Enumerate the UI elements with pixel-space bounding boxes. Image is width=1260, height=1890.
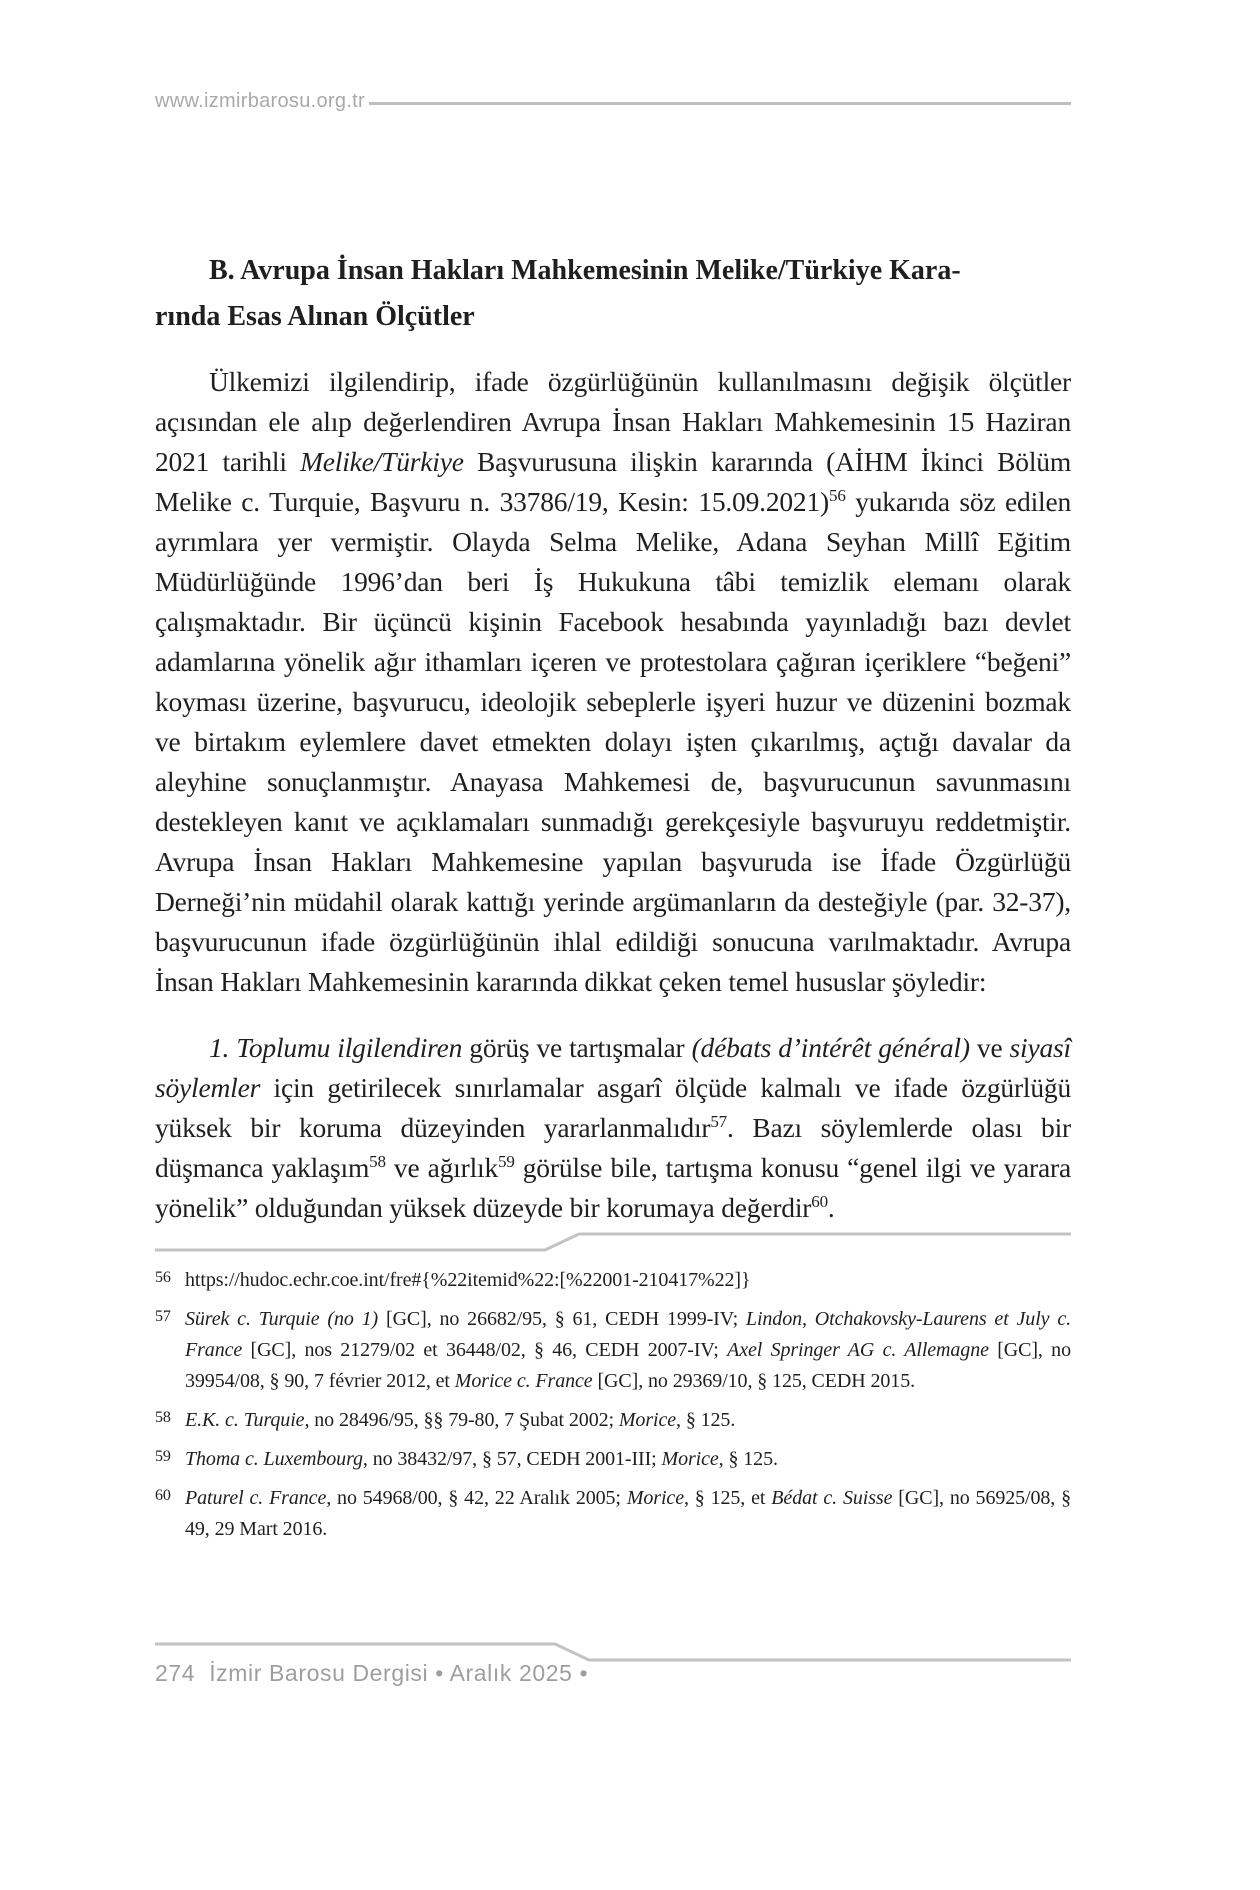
footnote-text: [185, 1409, 735, 1431]
text-segment: siyasî söylemler: [155, 1032, 1071, 1103]
text-segment: , no 54968/00, § 42, 22 Aralık 2005;: [326, 1487, 627, 1509]
header-rule: [369, 102, 1071, 105]
footnote-number: 60: [155, 1487, 171, 1504]
journal-title: İzmir Barosu Dergisi • Aralık 2025 •: [209, 1660, 589, 1686]
footnote-text: [185, 1308, 1071, 1392]
text-segment: Thoma c. Luxembourg: [185, 1448, 363, 1470]
section-heading-line2: rında Esas Alınan Ölçütler: [155, 301, 475, 332]
text-segment: , § 125.: [676, 1409, 736, 1431]
text-segment: , § 125, et: [683, 1487, 772, 1509]
footnote-ref: 56: [829, 485, 846, 505]
site-url: www.izmirbarosu.org.tr: [155, 90, 365, 112]
footnote-separator: [155, 1231, 1071, 1253]
footnote-text: [185, 1448, 778, 1470]
text-segment: Ülkemizi ilgilendirip, ifade özgürlüğünün kullanılmasını değişik ölçütler açısından ele alıp değerlendiren Avrupa İnsan Hakları Mahkemesinin 15 Haziran 2021 tarihli: [155, 366, 1071, 477]
section-heading: [155, 248, 1071, 340]
footnote-item: [155, 1405, 1071, 1436]
text-segment: [GC], no 26682/95, § 61, CEDH 1999-IV;: [378, 1308, 746, 1330]
text-segment: , § 125.: [718, 1448, 778, 1470]
text-segment: Paturel c. France: [185, 1487, 327, 1509]
footnote-number: 57: [155, 1308, 171, 1325]
page-content: [155, 248, 1071, 1553]
text-segment: için getirilecek sınırlamalar asgarî ölçüde kalmalı ve ifade özgürlüğü yüksek bir koruma düzeyinden yararlanmalıdır: [155, 1072, 1071, 1143]
footnote-number: 56: [155, 1269, 171, 1286]
text-segment: [GC], no 56925/08, § 49, 29 Mart 2016.: [185, 1487, 1072, 1540]
text-segment: görülse bile, tartışma konusu “genel ilgi ve yarara yönelik” olduğundan yüksek düzeyde bir korumaya değerdir: [155, 1152, 1071, 1223]
text-segment: [GC], no 29369/10, § 125, CEDH 2015.: [592, 1370, 915, 1392]
text-segment: Morice: [661, 1448, 719, 1470]
page-header: [155, 90, 1071, 113]
text-segment: https://hudoc.echr.coe.int/fre#{%22itemid%22:[%22001-210417%22]}: [185, 1269, 751, 1291]
footnote-item: [155, 1483, 1071, 1545]
footnote-ref: 58: [369, 1151, 386, 1171]
text-segment: Morice: [618, 1409, 677, 1431]
text-segment: Axel Springer AG c. Allemagne: [727, 1339, 989, 1361]
text-segment: E.K. c. Turquie: [185, 1409, 305, 1431]
text-segment: .: [827, 1192, 835, 1223]
footnote-text: [185, 1487, 1071, 1540]
section-heading-line1: B. Avrupa İnsan Hakları Mahkemesinin Melike/Türkiye Kara-: [209, 255, 961, 286]
text-segment: [GC], nos 21279/02 et 36448/02, § 46, CEDH 2007-IV;: [242, 1339, 728, 1361]
footnote-number: 58: [155, 1409, 171, 1426]
text-segment: görüş ve tartışmalar: [462, 1032, 692, 1063]
body-paragraph-1: [155, 362, 1071, 1002]
footnote-ref: 57: [710, 1111, 727, 1131]
text-segment: ve: [969, 1032, 1010, 1063]
footnote-ref: 59: [498, 1151, 515, 1171]
footnote-ref: 60: [811, 1191, 828, 1211]
footnote-text: [185, 1269, 750, 1291]
text-segment: Melike/Türkiye: [300, 446, 464, 477]
text-segment: Lindon, Otchakovsky-Laurens et July c. France: [185, 1308, 1072, 1361]
text-segment: 1. Toplumu ilgilendiren: [209, 1032, 463, 1063]
text-segment: [GC], no 39954/08, § 90, 7 février 2012, et: [185, 1339, 1071, 1392]
page-number: 274: [155, 1660, 196, 1686]
footnote-number: 59: [155, 1448, 171, 1465]
text-segment: Sürek c. Turquie (no 1): [185, 1308, 379, 1330]
footnotes: [155, 1265, 1071, 1545]
page-footer: [155, 1660, 1071, 1687]
text-segment: ve ağırlık: [385, 1152, 498, 1183]
text-segment: Morice c. France: [454, 1370, 593, 1392]
footnote-item: [155, 1304, 1071, 1397]
text-segment: , no 28496/95, §§ 79-80, 7 Şubat 2002;: [304, 1409, 619, 1431]
text-segment: , no 38432/97, § 57, CEDH 2001-III;: [362, 1448, 662, 1470]
body-paragraph-2: [155, 1028, 1071, 1228]
text-segment: Başvurusuna ilişkin kararında (AİHM İkinci Bölüm Melike c. Turquie, Başvuru n. 33786/19, Kesin: 15.09.2021): [155, 446, 1072, 517]
text-segment: (débats d’intérêt général): [691, 1032, 970, 1063]
text-segment: Morice: [626, 1487, 684, 1509]
text-segment: Bédat c. Suisse: [771, 1487, 893, 1509]
text-segment: . Bazı söylemlerde olası bir düşmanca yaklaşım: [155, 1112, 1071, 1183]
footnote-item: [155, 1265, 1071, 1296]
footnote-item: [155, 1444, 1071, 1475]
text-segment: yukarıda söz edilen ayrımlara yer vermiştir. Olayda Selma Melike, Adana Seyhan Millî Eğitim Müdürlüğünde 1996’dan beri İş Hukukuna tâbi temizlik elemanı olarak çalışmaktadır. Bir üçüncü kişinin Facebook hesabında yayınladığı bazı devlet adamlarına yönelik ağır ithamları içeren ve protestolara çağıran içeriklere “beğeni” koyması üzerine, başvurucu, ideolojik sebeplerle işyeri huzur ve düzenini bozmak ve birtakım eylemlere davet etmekten dolayı işten çıkarılmış, açtığı davalar da aleyhine sonuçlanmıştır. Anayasa Mahkemesi de, başvurucunun savunmasını destekleyen kanıt ve açıklamaları sunmadığı gerekçesiyle başvuruyu reddetmiştir. Avrupa İnsan Hakları Mahkemesine yapılan başvuruda ise İfade Özgürlüğü Derneği’nin müdahil olarak kattığı yerinde argümanların da desteğiyle (par. 32-37), başvurucunun ifade özgürlüğünün ihlal edildiği sonucuna varılmaktadır. Avrupa İnsan Hakları Mahkemesinin kararında dikkat çeken temel hususlar şöyledir:: [155, 486, 1072, 997]
